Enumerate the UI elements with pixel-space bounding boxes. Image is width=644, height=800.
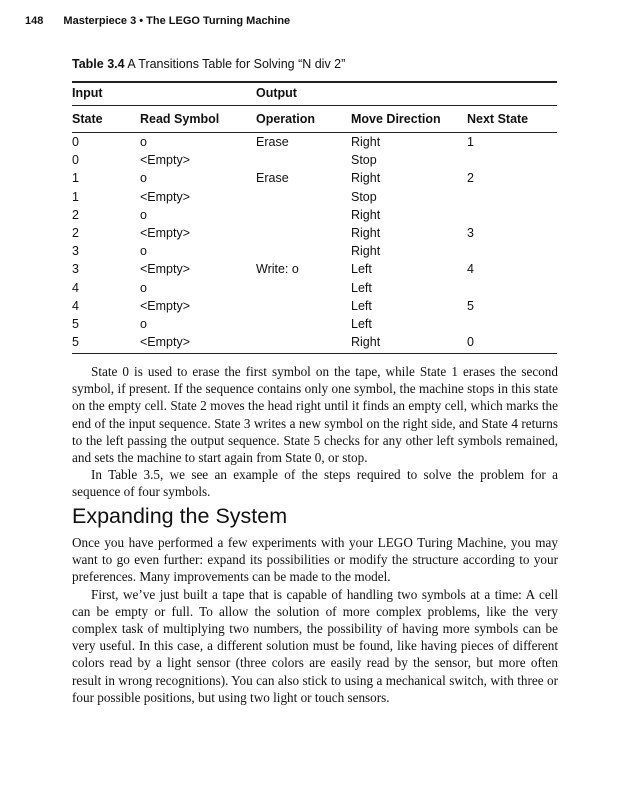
- table-header-rule: [72, 132, 557, 133]
- table-cell-next-state: 5: [467, 298, 474, 313]
- table-cell-state: 5: [72, 317, 79, 331]
- paragraph: State 0 is used to erase the first symbol on the tape, while State 1 erases the second symbol, if present. If the sequence contains only one symbol, the machine stops in this state on the empty cell. State 2 moves the head right until it finds an empty cell, which marks the end of the input sequence. State 3 writes a new symbol on the right side, and State 4 returns to the left passing the output sequence. State 5 checks for any other left symbols remained, and sets the machine to start again from State 0, or stop.: [72, 364, 558, 466]
- column-header-operation: Operation: [256, 112, 316, 126]
- table-cell-state: 3: [72, 262, 79, 277]
- table-cell-move-direction: Stop: [351, 189, 377, 204]
- group-header-output: Output: [256, 86, 297, 100]
- column-header-move-direction: Move Direction: [351, 112, 441, 126]
- table-cell-state: 0: [72, 135, 79, 149]
- table-cell-read-symbol: <Empty>: [140, 226, 191, 240]
- column-header-read-symbol: Read Symbol: [140, 112, 220, 126]
- table-cell-operation: Erase: [256, 171, 289, 186]
- table-cell-state: 4: [72, 280, 79, 295]
- table-cell-next-state: 4: [467, 262, 474, 277]
- paragraph: Once you have performed a few experiments with your LEGO Turing Machine, you may want to go even further: expand its possibilities or modify the structure according to your preferences. Many improvements can be made to the model.: [72, 535, 558, 585]
- table-cell-move-direction: Left: [351, 298, 372, 313]
- table-cell-read-symbol: <Empty>: [140, 153, 191, 168]
- table-cell-state: 2: [72, 207, 79, 222]
- table-cell-state: 2: [72, 226, 79, 240]
- table-cell-move-direction: Right: [351, 226, 381, 240]
- table-cell-next-state: 0: [467, 335, 474, 350]
- table-cell-state: 1: [72, 189, 79, 204]
- table-cell-operation: Erase: [256, 135, 289, 149]
- body-text-top: [72, 363, 558, 501]
- table-cell-move-direction: Right: [351, 171, 381, 186]
- table-cell-read-symbol: o: [140, 207, 147, 222]
- table-cell-move-direction: Left: [351, 280, 372, 295]
- table-cell-move-direction: Right: [351, 244, 381, 259]
- table-cell-move-direction: Right: [351, 207, 381, 222]
- page-number: 148: [25, 15, 44, 27]
- table-cell-state: 0: [72, 153, 79, 168]
- table-cell-read-symbol: <Empty>: [140, 335, 191, 350]
- table-cell-read-symbol: o: [140, 280, 147, 295]
- table-cell-state: 4: [72, 298, 79, 313]
- column-header-next-state: Next State: [467, 112, 529, 126]
- paragraph: In Table 3.5, we see an example of the steps required to solve the problem for a sequence of four symbols.: [72, 467, 558, 500]
- table-label: Table 3.4: [72, 57, 125, 71]
- table-cell-read-symbol: <Empty>: [140, 298, 191, 313]
- table-top-rule: [72, 81, 557, 83]
- table-cell-next-state: 1: [467, 135, 474, 149]
- paragraph: First, we’ve just built a tape that is capable of handling two symbols at a time: A cell can be empty or full. To allow the solution of more complex problems, like the very complex task of multiplying two numbers, the possibility of having more symbols can be very useful. In this case, a different solution must be found, like having pieces of different colors read by a light sensor (three colors are easily read by the sensor, but more often result in wrong recognitions). You can also stick to using a mechanical switch, with three or four possible positions, but using two light or touch sensors.: [72, 586, 558, 705]
- column-header-state: State: [72, 112, 103, 126]
- table-cell-state: 3: [72, 244, 79, 259]
- table-caption-text: A Transitions Table for Solving “N div 2”: [127, 57, 346, 71]
- table-cell-next-state: 2: [467, 171, 474, 186]
- table-cell-move-direction: Left: [351, 262, 372, 277]
- table-cell-read-symbol: <Empty>: [140, 189, 191, 204]
- table-cell-move-direction: Right: [351, 335, 381, 350]
- table-cell-move-direction: Left: [351, 317, 372, 331]
- table-bottom-rule: [72, 353, 557, 354]
- table-cell-next-state: 3: [467, 226, 474, 240]
- running-header: [25, 15, 290, 27]
- table-cell-state: 1: [72, 171, 79, 186]
- table-cell-move-direction: Stop: [351, 153, 377, 168]
- table-cell-read-symbol: <Empty>: [140, 262, 191, 277]
- table-cell-state: 5: [72, 335, 79, 350]
- table-cell-read-symbol: o: [140, 244, 147, 259]
- table-cell-read-symbol: o: [140, 135, 147, 149]
- table-caption: [72, 57, 345, 71]
- group-header-input: Input: [72, 86, 103, 100]
- table-group-rule: [72, 105, 557, 106]
- section-heading: Expanding the System: [72, 504, 288, 528]
- table-cell-move-direction: Right: [351, 135, 381, 149]
- table-cell-read-symbol: o: [140, 171, 147, 186]
- table-cell-read-symbol: o: [140, 317, 147, 331]
- body-text-bottom: [72, 534, 558, 706]
- running-title: Masterpiece 3 • The LEGO Turning Machine: [63, 15, 291, 27]
- table-cell-operation: Write: o: [256, 262, 299, 277]
